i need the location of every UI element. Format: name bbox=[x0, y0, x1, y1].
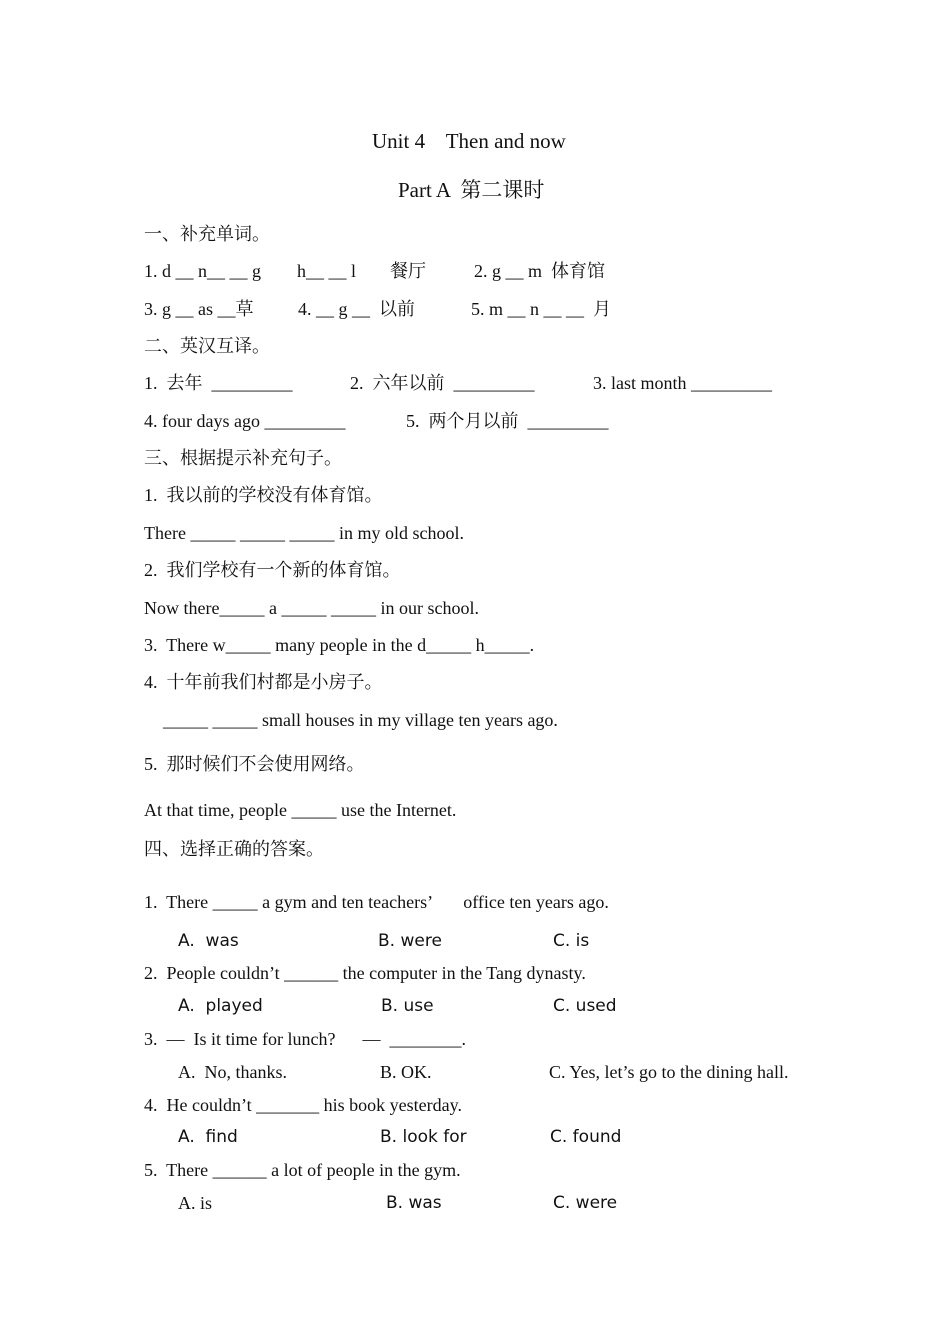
section1-heading: 一、补充单词。 bbox=[144, 224, 270, 244]
section2-item-3: 3. last month _________ bbox=[593, 373, 772, 393]
section1-item-4: 4. __ g __ 以前 bbox=[298, 299, 415, 319]
section2-item-1: 1. 去年 _________ bbox=[144, 373, 293, 393]
section3-line: 5. 那时候们不会使用网络。 bbox=[144, 754, 365, 774]
question-4-option-c: C. found bbox=[550, 1127, 622, 1147]
question-3-option-a: A. No, thanks. bbox=[178, 1062, 287, 1082]
section1-item-1b: h__ __ l bbox=[297, 261, 357, 281]
question-3-option-b: B. OK. bbox=[380, 1062, 432, 1082]
section3-line: 1. 我以前的学校没有体育馆。 bbox=[144, 485, 383, 505]
section3-line: Now there_____ a _____ _____ in our school. bbox=[144, 598, 479, 618]
question-4-option-a: A. find bbox=[178, 1127, 238, 1147]
section3-line: There _____ _____ _____ in my old school. bbox=[144, 523, 464, 543]
section1-item-5: 5. m __ n __ __ 月 bbox=[471, 299, 612, 319]
section2-heading: 二、英汉互译。 bbox=[144, 336, 270, 356]
question-3-option-c: C. Yes, let’s go to the dining hall. bbox=[549, 1062, 789, 1082]
section3-line: 4. 十年前我们村都是小房子。 bbox=[144, 672, 383, 692]
question-4: 4. He couldn’t _______ his book yesterday. bbox=[144, 1095, 462, 1115]
question-2: 2. People couldn’t ______ the computer in the Tang dynasty. bbox=[144, 963, 586, 983]
question-2-option-a: A. played bbox=[178, 996, 263, 1016]
question-1-option-c: C. is bbox=[553, 931, 590, 951]
question-5-option-a: A. is bbox=[178, 1193, 213, 1213]
question-3: 3. — Is it time for lunch? — ________. bbox=[144, 1029, 466, 1049]
question-1: 1. There _____ a gym and ten teachers’ office ten years ago. bbox=[144, 892, 609, 912]
section3-heading: 三、根据提示补充句子。 bbox=[144, 448, 342, 468]
lesson-subtitle: Part A 第二课时 bbox=[398, 178, 545, 202]
section4-heading: 四、选择正确的答案。 bbox=[144, 839, 324, 859]
section1-item-1-meaning: 餐厅 bbox=[390, 261, 426, 281]
section1-item-3: 3. g __ as __草 bbox=[144, 299, 254, 319]
section2-item-4: 4. four days ago _________ bbox=[144, 411, 346, 431]
section2-item-2: 2. 六年以前 _________ bbox=[350, 373, 535, 393]
question-5: 5. There ______ a lot of people in the gym. bbox=[144, 1160, 461, 1180]
section3-line: At that time, people _____ use the Internet. bbox=[144, 800, 457, 820]
question-1-option-b: B. were bbox=[378, 931, 442, 951]
section1-item-2: 2. g __ m 体育馆 bbox=[474, 261, 606, 281]
question-5-option-b: B. was bbox=[386, 1193, 442, 1213]
question-2-option-b: B. use bbox=[381, 996, 434, 1016]
question-4-option-b: B. look for bbox=[380, 1127, 467, 1147]
question-2-option-c: C. used bbox=[553, 996, 617, 1016]
section2-item-5: 5. 两个月以前 _________ bbox=[406, 411, 609, 431]
section3-line: 2. 我们学校有一个新的体育馆。 bbox=[144, 560, 401, 580]
section1-item-1a: 1. d __ n__ __ g bbox=[144, 261, 261, 281]
section3-line: 3. There w_____ many people in the d_____ h_____. bbox=[144, 635, 535, 655]
question-1-option-a: A. was bbox=[178, 931, 239, 951]
unit-title: Unit 4 Then and now bbox=[372, 129, 566, 153]
question-5-option-c: C. were bbox=[553, 1193, 618, 1213]
section3-line: _____ _____ small houses in my village ten years ago. bbox=[163, 710, 558, 730]
